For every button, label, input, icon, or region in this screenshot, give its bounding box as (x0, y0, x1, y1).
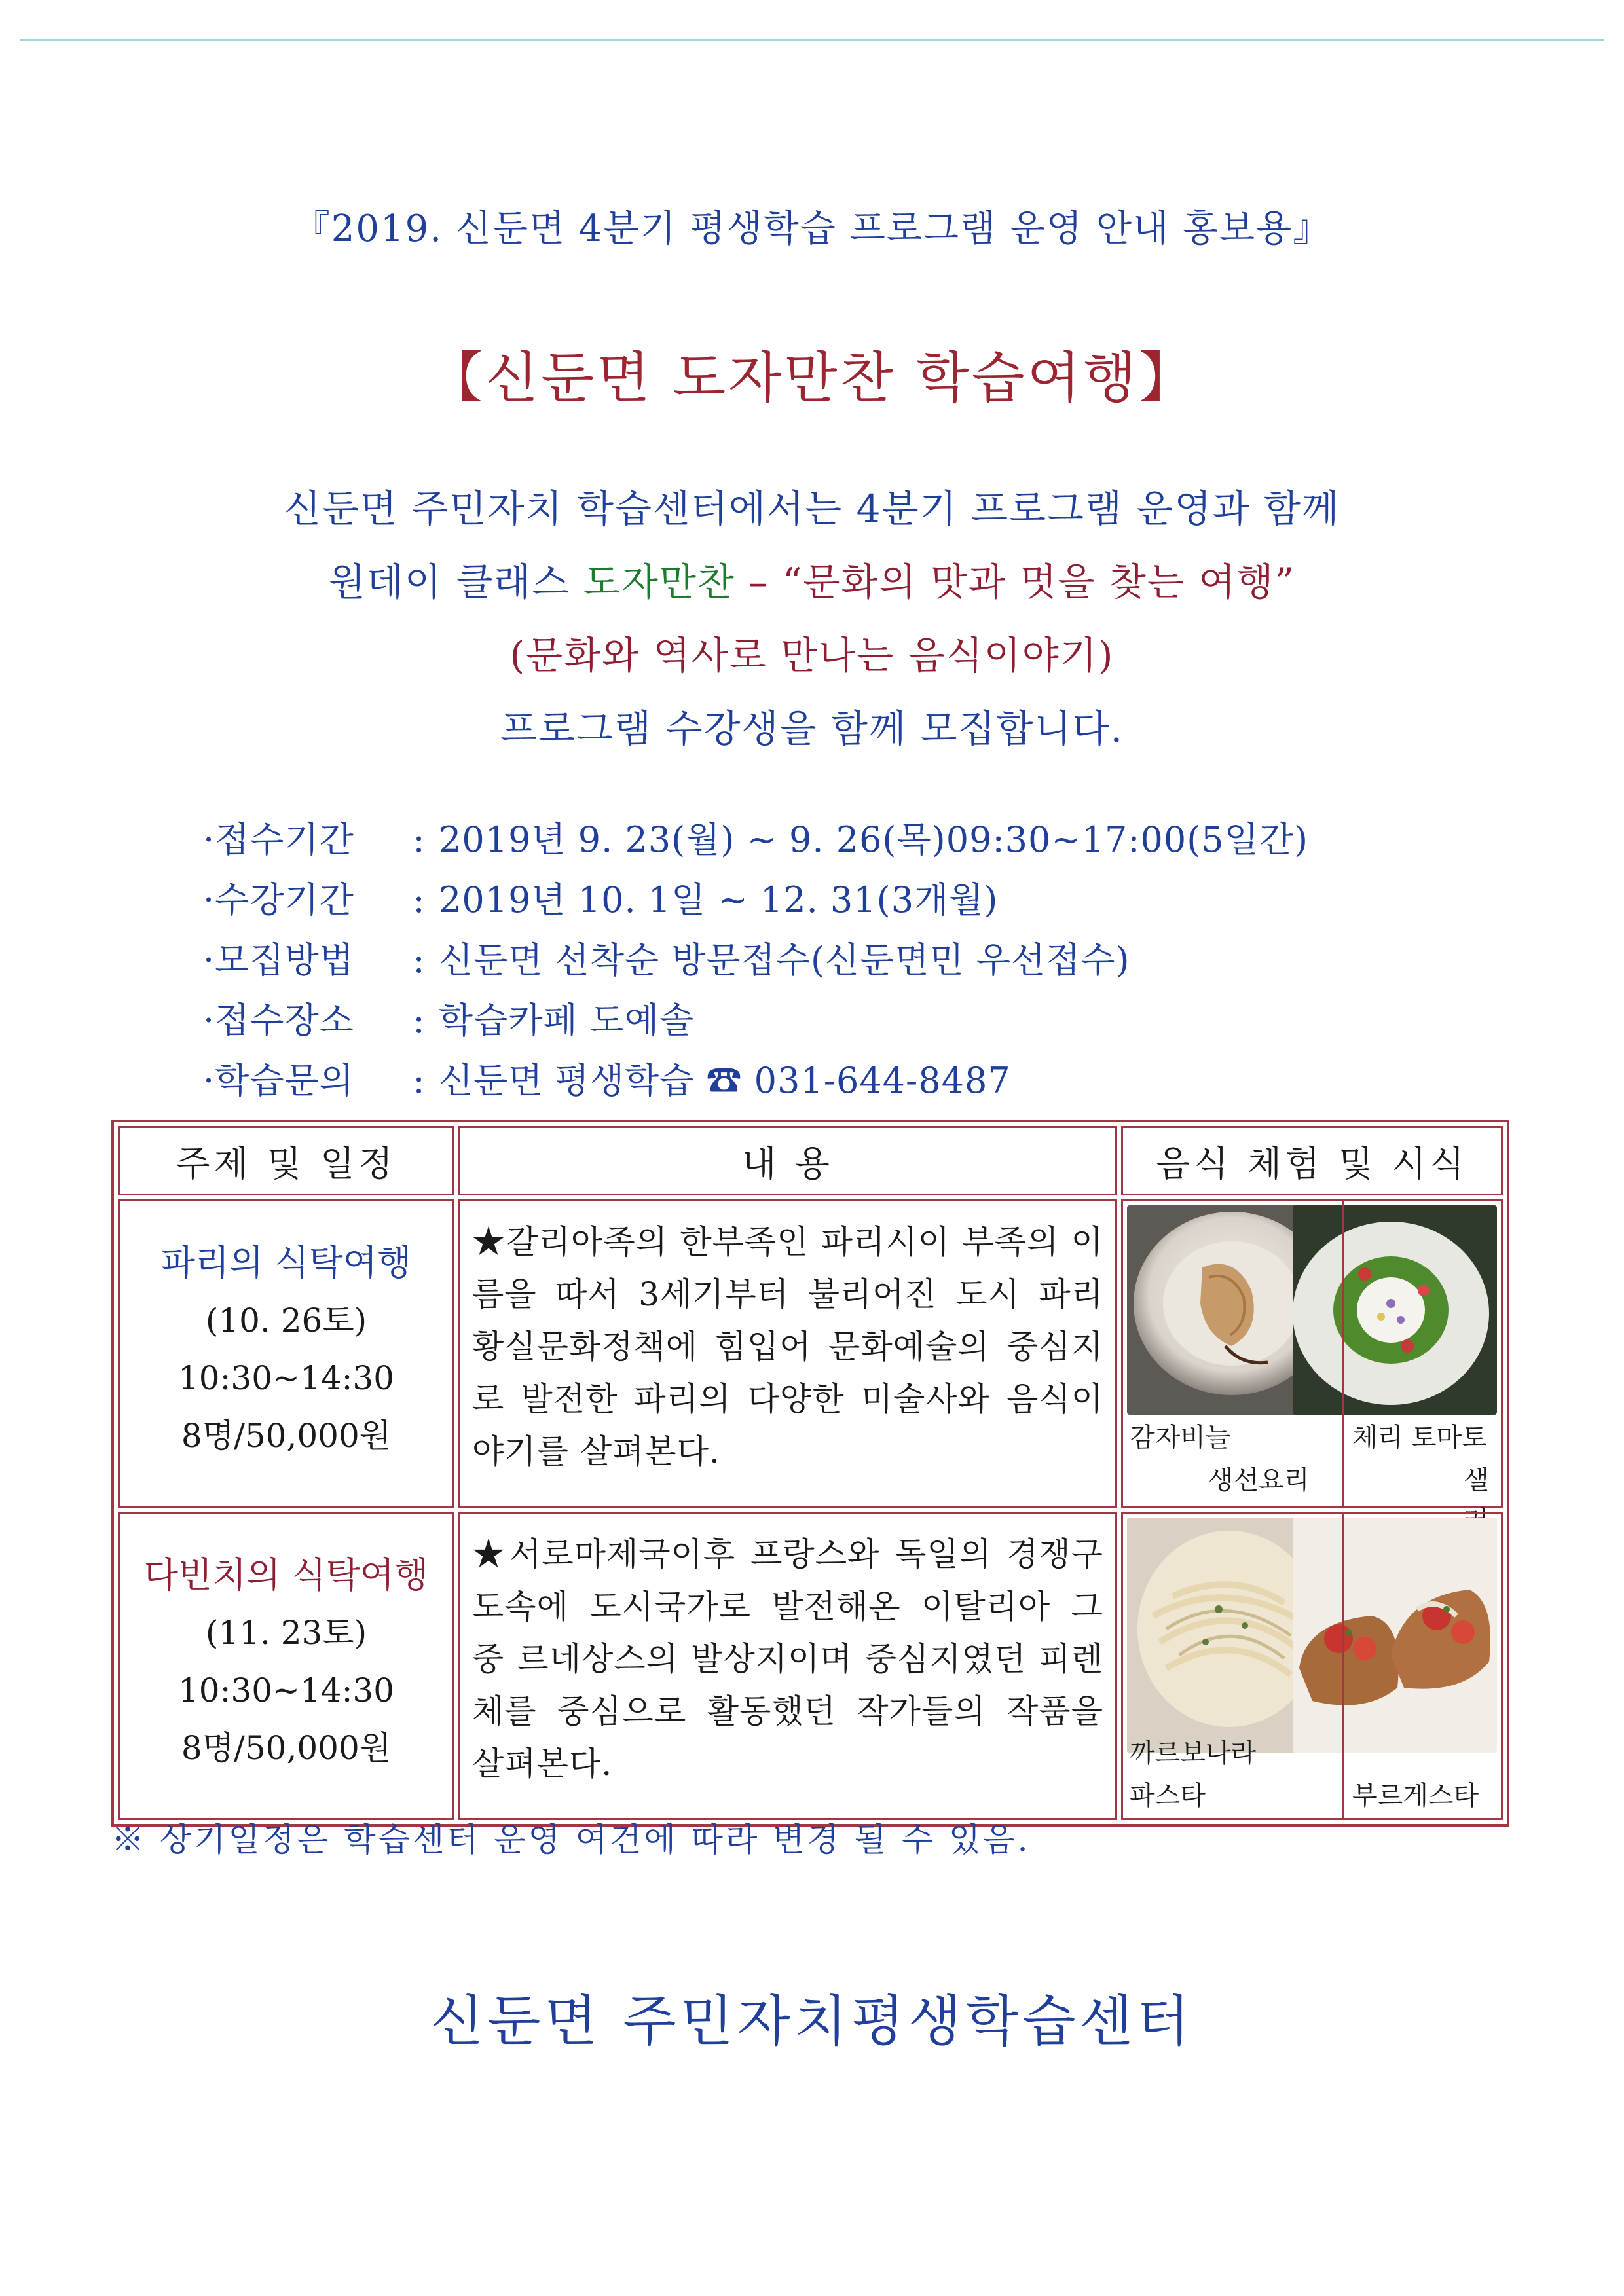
theme-time: 10:30~14:30 (177, 1359, 395, 1397)
theme-time: 10:30~14:30 (177, 1671, 395, 1709)
table-row (118, 1512, 1503, 1820)
food-label-left-2: 파스타 (1130, 1781, 1206, 1811)
intro-line-3: (문화와 역사로 만나는 음식이야기) (509, 633, 1115, 678)
cherry-tomato-salad-photo (1293, 1205, 1497, 1415)
top-rule (20, 39, 1604, 41)
document-subtitle: 『2019. 신둔면 4분기 평생학습 프로그램 운영 안내 홍보용』 (293, 208, 1331, 250)
info-location: ·접수장소 : 학습카페 도예솔 (203, 1000, 695, 1041)
info-application-period: ·접수기간 : 2019년 9. 23(월) ~ 9. 26(목)09:30~17:00(5일간) (203, 819, 1309, 860)
theme-cell (118, 1199, 454, 1508)
food-divider (1342, 1514, 1344, 1818)
theme-cell (118, 1512, 454, 1820)
intro-line-2-program: 도자만찬 (583, 560, 735, 604)
header-theme: 주제 및 일정 (118, 1126, 454, 1195)
info-recruit-method: ·모집방법 : 신둔면 선착순 방문접수(신둔면민 우선접수) (203, 939, 1130, 981)
theme-capacity: 8명/50,000원 (181, 1729, 392, 1767)
food-label-right-1: 부르게스타 (1352, 1781, 1479, 1811)
table-header-row (118, 1126, 1503, 1195)
food-label-left-2: 생선요리 (1208, 1465, 1310, 1495)
info-course-period: ·수강기간 : 2019년 10. 1일 ~ 12. 31(3개월) (203, 879, 999, 920)
description-cell: ★서로마제국이후 프랑스와 독일의 경쟁구도속에 도시국가로 발전해온 이탈리아 그 중 르네상스의 발상지이며 중심지였던 피렌체를 중심으로 활동했던 작가들의 작품을 살펴본다. (458, 1512, 1117, 1820)
schedule-table (111, 1120, 1509, 1827)
table-row (118, 1199, 1503, 1508)
theme-name: 다빈치의 식탁여행 (143, 1554, 429, 1595)
description-cell: ★갈리아족의 한부족인 파리시이 부족의 이름을 따서 3세기부터 불리어진 도시 파리 황실문화정책에 힘입어 문화예술의 중심지로 발전한 파리의 다양한 미술사와 음식이야기를 살펴본다. (458, 1199, 1117, 1508)
schedule-note: ※ 상기일정은 학습센터 운영 여건에 따라 변경 될 수 있음. (111, 1821, 1031, 1859)
intro-line-2 (0, 551, 1624, 606)
food-cell (1121, 1199, 1503, 1508)
intro-line-2-slogan: – “문화의 맛과 멋을 찾는 여행” (735, 560, 1296, 604)
theme-date: (10. 26토) (205, 1302, 367, 1339)
theme-capacity: 8명/50,000원 (181, 1417, 392, 1455)
intro-line-1: 신둔면 주민자치 학습센터에서는 4분기 프로그램 운영과 함께 (284, 486, 1340, 531)
food-label-left-1: 까르보나라 (1130, 1738, 1257, 1768)
info-contact: ·학습문의 : 신둔면 평생학습 ☎ 031-644-8487 (203, 1060, 1011, 1101)
food-label-left-1: 감자비늘 (1130, 1423, 1231, 1453)
theme-name: 파리의 식탁여행 (160, 1242, 412, 1283)
food-label-right-1: 체리 토마토 (1352, 1423, 1487, 1453)
organization-name: 신둔면 주민자치평생학습센터 (430, 1989, 1194, 2053)
food-divider (1342, 1201, 1344, 1506)
intro-line-2-a: 원데이 클래스 (328, 560, 583, 604)
food-label-right-2: 샐 (1464, 1465, 1489, 1495)
intro-line-4: 프로그램 수강생을 함께 모집합니다. (500, 706, 1124, 751)
food-cell (1121, 1512, 1503, 1820)
header-food: 음식 체험 및 시식 (1121, 1126, 1503, 1195)
header-content: 내 용 (458, 1126, 1117, 1195)
theme-date: (11. 23토) (205, 1614, 367, 1652)
document-title: 【신둔면 도자만찬 학습여행】 (428, 346, 1196, 410)
bruschetta-photo (1293, 1518, 1497, 1753)
